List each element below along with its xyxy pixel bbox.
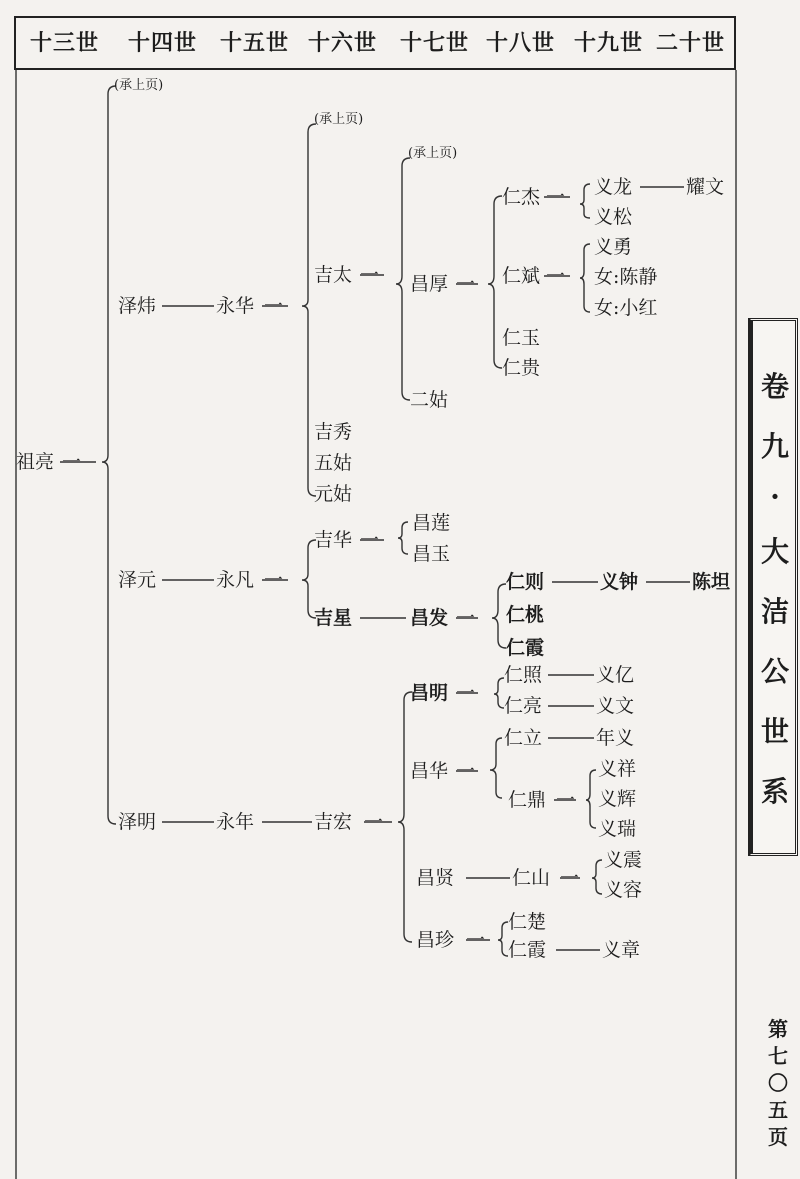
person: 仁山 [512, 867, 551, 889]
person: 仁亮 [504, 695, 543, 717]
person: 泽炜 [118, 295, 157, 317]
generation-label: 十三世 [30, 31, 100, 56]
volume-title-char: 大 [760, 535, 789, 568]
dash: 一 [62, 451, 82, 473]
person: 仁鼎 [508, 789, 547, 811]
person: 义勇 [594, 236, 633, 258]
person: 昌玉 [412, 543, 451, 565]
dash: 一 [360, 529, 380, 551]
person: 年义 [596, 727, 635, 749]
page-number-char: 页 [768, 1125, 788, 1149]
dash: 一 [546, 186, 566, 208]
person: 义松 [594, 206, 633, 228]
person: 义龙 [594, 176, 633, 198]
person: 义祥 [598, 758, 637, 780]
person-root: 祖亮 [16, 451, 55, 473]
person: 二姑 [410, 389, 449, 411]
person: 仁贵 [502, 357, 541, 379]
person: 义文 [596, 695, 635, 717]
generation-label: 十六世 [308, 31, 378, 56]
continued-note: (承上页) [114, 78, 164, 93]
person: 昌明 [410, 682, 449, 704]
person: 仁杰 [502, 186, 541, 208]
dash: 一 [456, 273, 476, 295]
dash: 一 [546, 265, 566, 287]
person: 吉宏 [314, 811, 353, 833]
person: 吉太 [314, 264, 353, 286]
volume-title-char: 九 [760, 430, 789, 463]
generation-label: 十五世 [220, 31, 290, 56]
dash: 一 [264, 569, 284, 591]
volume-title-char: 世 [760, 715, 789, 748]
person: 义辉 [598, 788, 637, 810]
generation-label: 十九世 [574, 31, 644, 56]
person: 吉星 [314, 607, 353, 629]
person: 仁霞 [506, 637, 545, 659]
person: 昌贤 [416, 867, 455, 889]
person: 义章 [602, 939, 641, 961]
person: 义震 [604, 849, 643, 871]
person: 陈坦 [692, 571, 731, 593]
volume-title-char: 洁 [760, 595, 789, 628]
person: 仁立 [504, 727, 543, 749]
person: 义亿 [596, 664, 635, 686]
person: 五姑 [314, 452, 353, 474]
generation-label: 二十世 [656, 31, 726, 56]
person: 昌厚 [410, 273, 449, 295]
person: 昌莲 [412, 512, 451, 534]
person: 仁霞 [508, 939, 547, 961]
person: 耀文 [686, 176, 725, 198]
dash: 一 [456, 607, 476, 629]
dash: 一 [360, 264, 380, 286]
continued-note: (承上页) [408, 146, 458, 161]
person: 义容 [604, 879, 643, 901]
person: 泽明 [118, 811, 157, 833]
person: 昌华 [410, 760, 449, 782]
volume-title-char: 系 [760, 775, 789, 808]
dash: 一 [466, 929, 486, 951]
person: 仁斌 [502, 265, 541, 287]
dash: 一 [556, 789, 576, 811]
dash: 一 [264, 295, 284, 317]
person: 仁则 [506, 571, 545, 593]
person: 元姑 [314, 483, 353, 505]
person: 义钟 [600, 571, 639, 593]
person: 仁桃 [506, 604, 545, 626]
page-number-char: 七 [768, 1044, 788, 1068]
dash: 一 [456, 682, 476, 704]
person: 永华 [216, 295, 255, 317]
dash: 一 [560, 867, 580, 889]
page-number-char: 第 [768, 1017, 788, 1041]
generation-label: 十四世 [128, 31, 198, 56]
dash: 一 [364, 811, 384, 833]
person: 义瑞 [598, 818, 637, 840]
volume-title-char: 卷 [760, 370, 789, 403]
continued-note: (承上页) [314, 112, 364, 127]
person: 昌发 [410, 607, 449, 629]
volume-title-char: · [770, 480, 780, 513]
person: 永凡 [216, 569, 255, 591]
dash: 一 [456, 760, 476, 782]
person: 吉华 [314, 529, 353, 551]
person: 泽元 [118, 569, 157, 591]
person: 昌珍 [416, 929, 455, 951]
volume-title-char: 公 [760, 655, 789, 688]
person: 女:陈静 [594, 266, 658, 288]
person: 吉秀 [314, 421, 353, 443]
generation-label: 十七世 [400, 31, 470, 56]
page-number-char: 五 [768, 1098, 788, 1122]
person: 女:小红 [594, 297, 658, 319]
generation-label: 十八世 [486, 31, 556, 56]
person: 永年 [216, 811, 255, 833]
person: 仁照 [504, 664, 543, 686]
person: 仁玉 [502, 327, 541, 349]
page-number-char: 〇 [768, 1071, 788, 1095]
person: 仁楚 [508, 911, 547, 933]
